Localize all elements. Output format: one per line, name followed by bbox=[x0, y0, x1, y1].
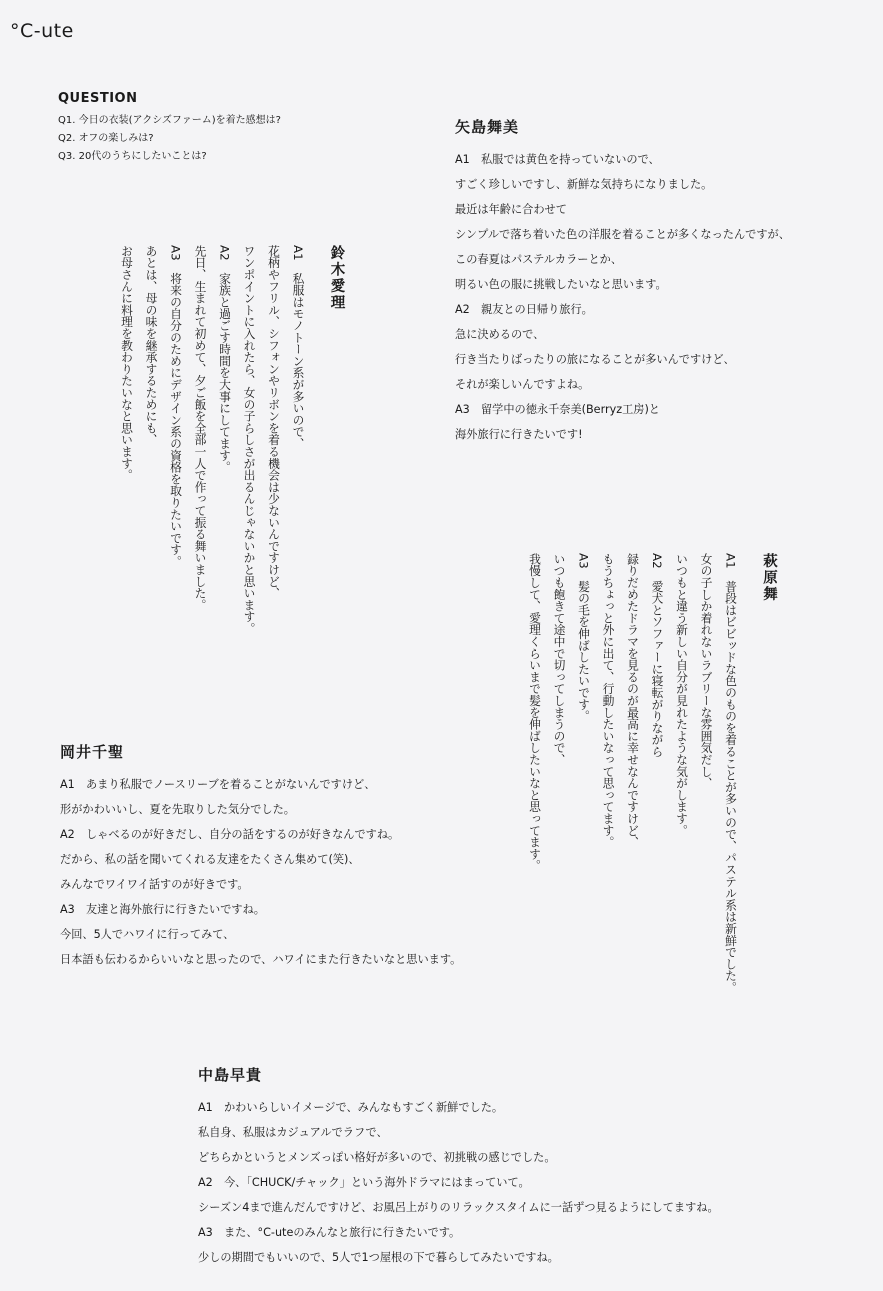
okai-name: 岡井千聖 bbox=[60, 743, 125, 761]
answer-line: ワンポイントに入れたら、女の子らしさが出るんじゃないかと思います。 bbox=[242, 245, 256, 635]
answer-line: シーズン4まで進んだんですけど、お風呂上がりのリラックスタイムに一話ずつ見るようにしてますね。 bbox=[198, 1201, 719, 1214]
suzuki-section bbox=[114, 245, 349, 665]
question-block bbox=[58, 91, 281, 166]
answer-line: A1 あまり私服でノースリーブを着ることがないんですけど、 bbox=[60, 778, 376, 791]
answer-line: A2 家族と過ごす時間を大事にしてます。 bbox=[217, 245, 232, 473]
answer-line: A3 留学中の徳永千奈美(Berryz工房)と bbox=[455, 403, 660, 416]
yajima-name: 矢島舞美 bbox=[455, 118, 520, 136]
suzuki-name: 鈴木愛理 bbox=[328, 245, 345, 311]
answer-line: 行き当たりばったりの旅になることが多いんですけど、 bbox=[455, 353, 735, 366]
answer-line: 明るい色の服に挑戦したいなと思います。 bbox=[455, 278, 667, 291]
answer-line: A2 今、「CHUCK/チャック」という海外ドラマにはまっていて。 bbox=[198, 1176, 530, 1189]
answer-line: 今回、5人でハワイに行ってみて、 bbox=[60, 928, 235, 941]
nakajima-section bbox=[198, 1064, 719, 1270]
answer-line: A2 親友との日帰り旅行。 bbox=[455, 303, 593, 316]
answer-line: いつもと違う新しい自分が見れたような気がします。 bbox=[674, 553, 689, 837]
answer-line: 形がかわいいし、夏を先取りした気分でした。 bbox=[60, 803, 295, 816]
yajima-section bbox=[455, 116, 790, 447]
answer-line: A1 普段はビビッドな色のものを着ることが多いので、パステル系は新鮮でした。 bbox=[723, 553, 738, 994]
answer-line: 花柄やフリル、シフォンやリボンを着る機会は少ないんですけど、 bbox=[266, 245, 281, 599]
answer-line: A2 しゃべるのが好きだし、自分の話をするのが好きなんですね。 bbox=[60, 828, 400, 841]
answer-line: A1 私服では黄色を持っていないので、 bbox=[455, 153, 660, 166]
answer-line: もうちょっと外に出て、行動したいなって思ってます。 bbox=[601, 553, 615, 848]
answer-line: お母さんに料理を教わりたいなと思います。 bbox=[119, 245, 134, 481]
answer-line: 先日、生まれて初めて、夕ご飯を全部一人で作って振る舞いました。 bbox=[193, 245, 207, 611]
answer-line: 私自身、私服はカジュアルでラフで、 bbox=[198, 1126, 388, 1139]
answer-line: A3 髪の毛を伸ばしたいです。 bbox=[576, 553, 591, 722]
answer-line: A3 友達と海外旅行に行きたいですね。 bbox=[60, 903, 265, 916]
answer-line: シンプルで落ち着いた色の洋服を着ることが多くなったんですが、 bbox=[455, 228, 790, 241]
answer-line: 最近は年齢に合わせて bbox=[455, 203, 567, 216]
question-item: Q3. 20代のうちにしたいことは? bbox=[58, 151, 207, 162]
answer-line: いつも飽きて途中で切ってしまうので、 bbox=[552, 553, 566, 766]
answer-line: どちらかというとメンズっぽい格好が多いので、初挑戦の感じでした。 bbox=[198, 1151, 556, 1164]
answer-line: 我慢して、愛理くらいまで髪を伸ばしたいなと思ってます。 bbox=[527, 553, 542, 872]
hagiwara-section bbox=[522, 553, 781, 1053]
answer-line: みんなでワイワイ話すのが好きです。 bbox=[60, 878, 249, 891]
answer-line: だから、私の話を聞いてくれる友達をたくさん集めて(笑)、 bbox=[60, 853, 360, 866]
answer-line: A3 将来の自分のためにデザイン系の資格を取りたいです。 bbox=[168, 245, 183, 568]
answer-line: あとは、母の味を継承するためにも、 bbox=[144, 245, 158, 446]
nakajima-name: 中島早貴 bbox=[198, 1066, 263, 1084]
answer-line: この春夏はパステルカラーとか、 bbox=[455, 253, 623, 266]
question-item: Q2. オフの楽しみは? bbox=[58, 133, 154, 144]
answer-line: 録りだめたドラマを見るのが最高に幸せなんですけど、 bbox=[625, 553, 640, 848]
answer-line: 少しの期間でもいいので、5人で1つ屋根の下で暮らしてみたいですね。 bbox=[198, 1251, 559, 1264]
answer-line: 日本語も伝わるからいいなと思ったので、ハワイにまた行きたいなと思います。 bbox=[60, 953, 462, 966]
okai-section bbox=[60, 741, 461, 972]
answer-line: A1 かわいらしいイメージで、みんなもすごく新鮮でした。 bbox=[198, 1101, 504, 1114]
answer-line: 急に決めるので、 bbox=[455, 328, 545, 341]
answer-line: 女の子しか着れないラブリーな雰囲気だし、 bbox=[699, 553, 713, 789]
question-item: Q1. 今日の衣装(アクシズファーム)を着た感想は? bbox=[58, 115, 281, 126]
answer-line: それが楽しいんですよね。 bbox=[455, 378, 590, 391]
hagiwara-name: 萩原舞 bbox=[761, 553, 777, 603]
question-heading: QUESTION bbox=[58, 91, 138, 106]
answer-line: 海外旅行に行きたいです! bbox=[455, 428, 583, 441]
answer-line: A1 私服はモノトーン系が多いので、 bbox=[291, 245, 305, 450]
answer-line: すごく珍しいですし、新鮮な気持ちになりました。 bbox=[455, 178, 713, 191]
answer-line: A3 また、°C-uteのみんなと旅行に行きたいです。 bbox=[198, 1226, 461, 1239]
answer-line: A2 愛犬とソファーに寝転がりながら bbox=[650, 553, 664, 758]
brand-title: °C-ute bbox=[10, 20, 74, 42]
